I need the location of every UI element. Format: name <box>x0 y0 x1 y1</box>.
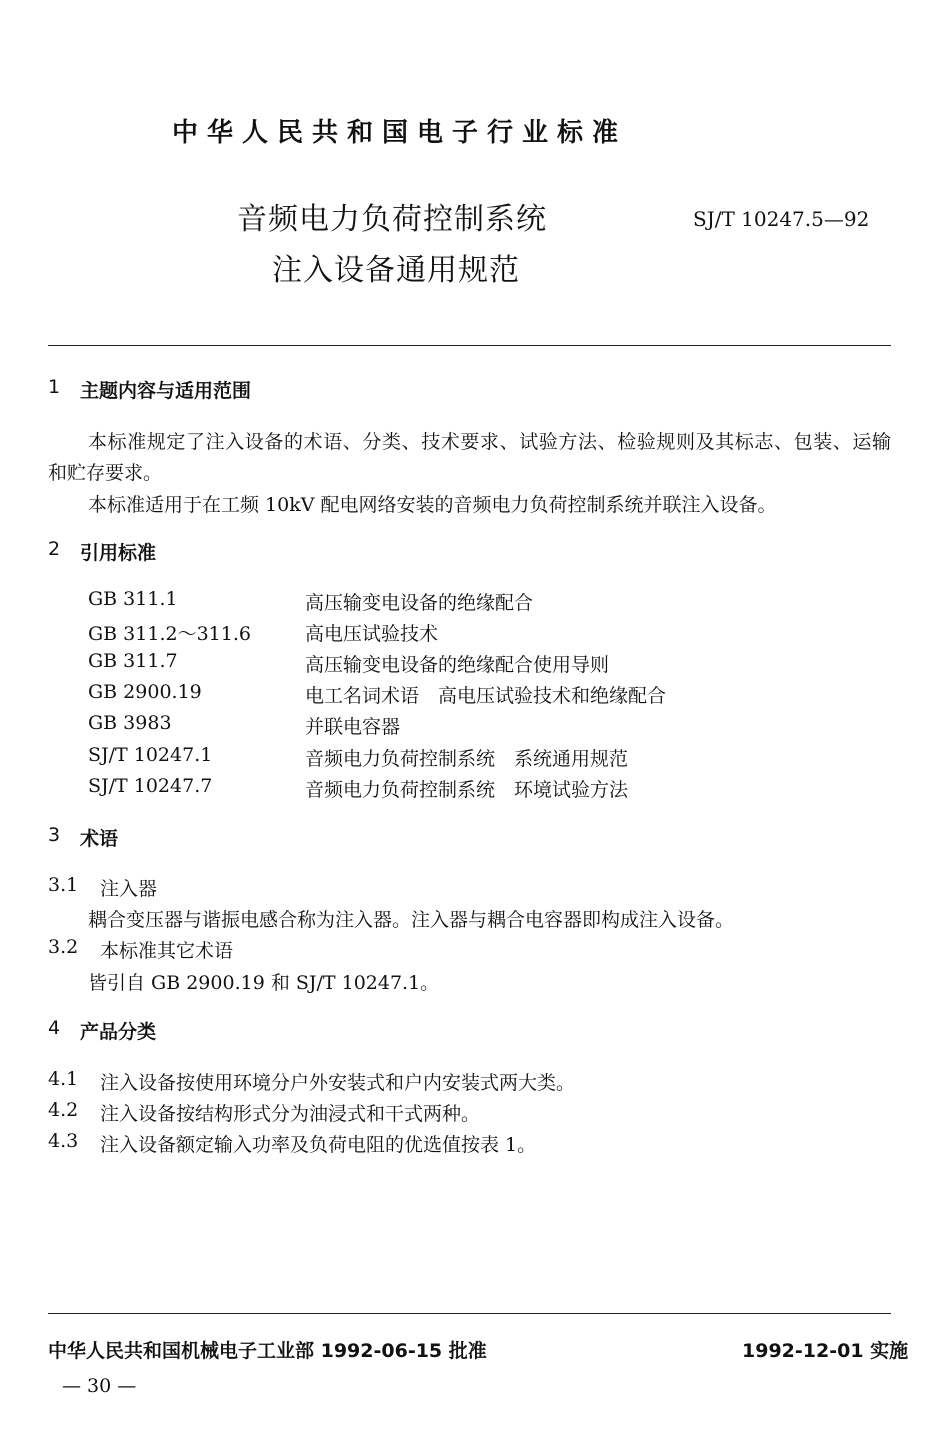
reference-title: 高电压试验技术 <box>305 623 439 645</box>
reference-title: 音频电力负荷控制系统 系统通用规范 <box>305 748 629 770</box>
implementation-date: 1992-12-01 实施 <box>742 1340 909 1362</box>
clause-definition: 皆引自 GB 2900.19 和 SJ/T 10247.1。 <box>88 972 440 994</box>
section-1-paragraph-2: 本标准适用于在工频 10kV 配电网络安装的音频电力负荷控制系统并联注入设备。 <box>88 494 777 516</box>
section-3-number: 3 <box>48 824 61 846</box>
document-title-line-1: 音频电力负荷控制系统 <box>237 202 547 237</box>
clause-number: 4.3 <box>48 1130 79 1152</box>
section-1-paragraph-1-line-2: 和贮存要求。 <box>48 462 163 484</box>
section-4-title: 产品分类 <box>80 1021 157 1043</box>
section-3-title: 术语 <box>80 828 119 850</box>
clause-number: 3.1 <box>48 874 79 896</box>
standard-code: SJ/T 10247.5—92 <box>693 207 870 231</box>
reference-code: GB 311.1 <box>88 588 178 610</box>
section-2-number: 2 <box>48 538 61 560</box>
section-4-number: 4 <box>48 1017 61 1039</box>
reference-code: GB 3983 <box>88 712 172 734</box>
clause-text: 注入设备额定输入功率及负荷电阻的优选值按表 1。 <box>100 1134 537 1156</box>
clause-number: 3.2 <box>48 936 79 958</box>
reference-title: 高压输变电设备的绝缘配合 <box>305 592 534 614</box>
clause-definition: 耦合变压器与谐振电感合称为注入器。注入器与耦合电容器即构成注入设备。 <box>88 909 735 931</box>
reference-code: GB 311.7 <box>88 650 178 672</box>
clause-number: 4.2 <box>48 1099 79 1121</box>
clause-text: 注入设备按结构形式分为油浸式和干式两种。 <box>100 1103 481 1125</box>
clause-term: 注入器 <box>100 878 158 900</box>
approval-notice: 中华人民共和国机械电子工业部 1992-06-15 批准 <box>48 1340 487 1362</box>
reference-code: GB 311.2～311.6 <box>88 623 251 645</box>
reference-title: 电工名词术语 高电压试验技术和绝缘配合 <box>305 685 667 707</box>
reference-title: 音频电力负荷控制系统 环境试验方法 <box>305 779 629 801</box>
section-2-title: 引用标准 <box>80 542 157 564</box>
header-divider <box>48 345 891 346</box>
reference-code: GB 2900.19 <box>88 681 202 703</box>
reference-code: SJ/T 10247.7 <box>88 775 213 797</box>
document-title-line-2: 注入设备通用规范 <box>272 253 520 288</box>
clause-number: 4.1 <box>48 1068 79 1090</box>
issuing-body-heading: 中华人民共和国电子行业标准 <box>172 118 628 148</box>
section-1-number: 1 <box>48 376 61 398</box>
reference-title: 并联电容器 <box>305 716 401 738</box>
reference-title: 高压输变电设备的绝缘配合使用导则 <box>305 654 610 676</box>
section-1-paragraph-1-line-1: 本标准规定了注入设备的术语、分类、技术要求、试验方法、检验规则及其标志、包装、运输 <box>88 431 892 453</box>
page-number: — 30 — <box>62 1375 137 1397</box>
footer-divider <box>48 1313 891 1314</box>
reference-code: SJ/T 10247.1 <box>88 744 213 766</box>
clause-text: 注入设备按使用环境分户外安装式和户内安装式两大类。 <box>100 1072 576 1094</box>
section-1-title: 主题内容与适用范围 <box>80 380 252 402</box>
clause-term: 本标准其它术语 <box>100 940 234 962</box>
